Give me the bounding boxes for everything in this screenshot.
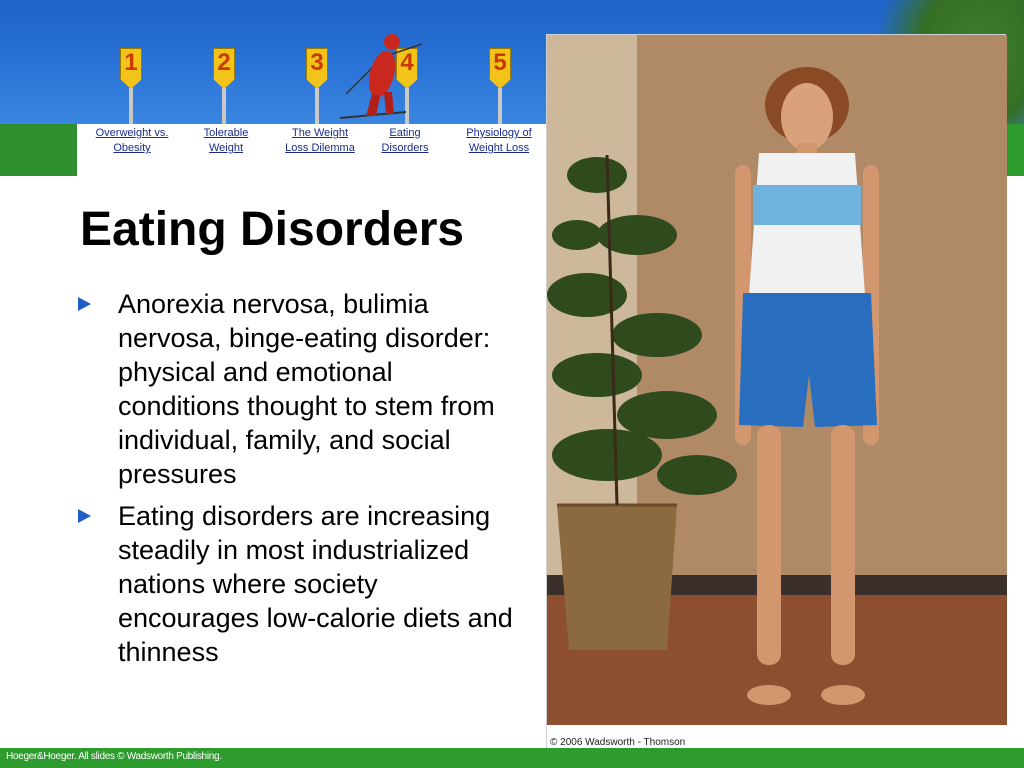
nav-link-tolerable-weight[interactable]: Tolerable Weight bbox=[203, 127, 249, 154]
nav-link-physiology-of-weight-loss[interactable]: Physiology of Weight Loss bbox=[466, 127, 532, 154]
signpost-number: 1 bbox=[124, 49, 138, 76]
signpost-2 bbox=[213, 48, 235, 124]
signpost-3 bbox=[306, 48, 328, 124]
nav-link-weight-loss-dilemma[interactable]: The Weight Loss Dilemma bbox=[285, 127, 355, 154]
photo-person bbox=[546, 34, 1006, 750]
signpost-1 bbox=[120, 48, 142, 124]
bullet-text: Eating disorders are increasing steadily in most industrialized nations where society encourages low-calorie diets and thinness bbox=[118, 501, 513, 667]
bullet-arrow-icon bbox=[78, 297, 91, 311]
footer-copyright: Hoeger&Hoeger. All slides © Wadsworth Publishing. bbox=[6, 751, 222, 762]
nav-bar-left-accent bbox=[0, 124, 77, 176]
photo-illustration bbox=[547, 35, 1007, 751]
bullet-text: Anorexia nervosa, bulimia nervosa, binge-eating disorder: physical and emotional conditions thought to stem from individual, family, and social pressures bbox=[118, 289, 495, 489]
signpost-number: 5 bbox=[493, 49, 507, 76]
nav-link-overweight-vs-obesity[interactable]: Overweight vs. Obesity bbox=[95, 127, 169, 154]
skier-icon bbox=[336, 24, 436, 124]
signpost-number: 2 bbox=[217, 49, 231, 76]
signpost-number: 4 bbox=[400, 49, 414, 76]
bullet-item bbox=[78, 499, 518, 669]
bullet-item bbox=[78, 287, 518, 491]
signpost-5 bbox=[489, 48, 511, 124]
nav-link-eating-disorders[interactable]: Eating Disorders bbox=[381, 127, 429, 154]
bullet-list bbox=[78, 287, 518, 677]
signpost-number: 3 bbox=[310, 49, 324, 76]
slide-title: Eating Disorders bbox=[80, 203, 465, 256]
photo-credit: © 2006 Wadsworth - Thomson bbox=[550, 737, 686, 748]
bullet-arrow-icon bbox=[78, 509, 91, 523]
